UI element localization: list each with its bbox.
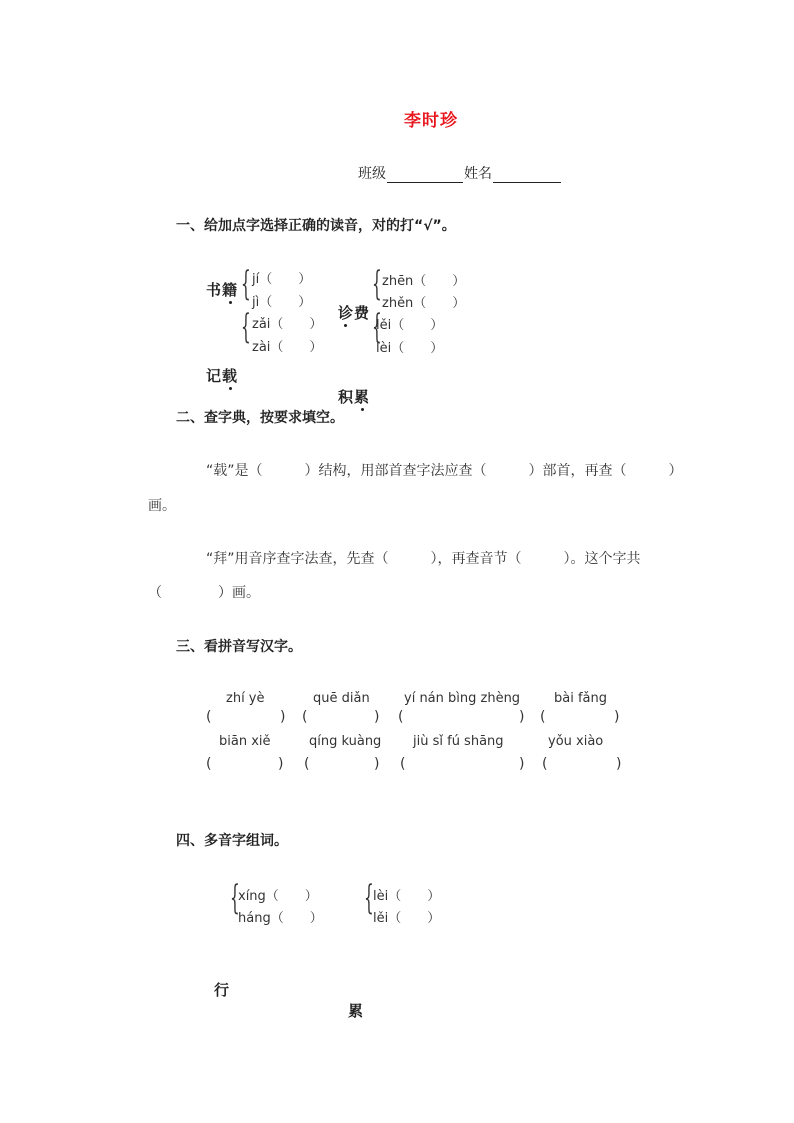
word-zhenfei: 诊费 [338, 302, 370, 323]
section4-heading: 四、多音字组词。 [176, 833, 288, 849]
pinyin: yí nán bìng zhèng [404, 691, 521, 706]
section2-paragraph1-line2: 画。 [148, 498, 176, 514]
answer-box-open: ( [206, 756, 212, 772]
answer-box-close: ) [280, 709, 286, 725]
emphasis-dot [229, 387, 232, 390]
pinyin: biān xiě [219, 734, 271, 749]
option[interactable]: zǎi（ ） [252, 317, 323, 332]
option[interactable]: xíng（ ） [238, 889, 318, 904]
class-label: 班级 [358, 166, 386, 182]
answer-box-close: ) [614, 709, 620, 725]
word-lei: 累 [348, 1002, 365, 1020]
option[interactable]: lěi（ ） [373, 911, 441, 926]
emphasis-dot [344, 324, 347, 327]
section2-paragraph2-line1[interactable]: “拜”用音序查字法查，先查（ ），再查音节（ ）。这个字共 [206, 551, 641, 567]
brace: { [372, 264, 382, 304]
answer-box-open: ( [540, 709, 546, 725]
answer-box-close: ) [374, 756, 380, 772]
answer-box-close: ) [519, 756, 525, 772]
answer-box-open: ( [398, 709, 404, 725]
option[interactable]: zhēn（ ） [382, 274, 466, 289]
section2-paragraph2-line2[interactable]: （ ）画。 [148, 585, 260, 601]
answer-box-open: ( [206, 709, 212, 725]
pinyin: bài fǎng [554, 691, 607, 706]
section3-heading: 三、看拼音写汉字。 [176, 639, 302, 655]
brace: { [364, 878, 374, 918]
option[interactable]: jì（ ） [252, 295, 312, 310]
brace: { [241, 307, 251, 347]
word-jizai: 记载 [206, 365, 238, 386]
answer-box-close: ) [374, 709, 380, 725]
answer-box-open: ( [542, 756, 548, 772]
option[interactable]: lèi（ ） [373, 889, 441, 904]
option[interactable]: háng（ ） [238, 911, 323, 926]
answer-box-open: ( [302, 709, 308, 725]
option[interactable]: zài（ ） [252, 340, 323, 355]
pinyin: jiù sǐ fú shāng [413, 734, 504, 749]
answer-box-close: ) [278, 756, 284, 772]
name-label: 姓名 [464, 166, 492, 182]
pinyin: qíng kuàng [309, 734, 382, 749]
option[interactable]: lèi（ ） [376, 341, 444, 356]
word-jilei: 积累 [338, 386, 370, 407]
answer-box-open: ( [304, 756, 310, 772]
option[interactable]: zhěn（ ） [382, 296, 466, 311]
brace: { [230, 878, 240, 918]
answer-box-close: ) [519, 709, 525, 725]
brace: { [372, 307, 382, 347]
word-shuji: 书籍 [206, 279, 238, 300]
answer-box-open: ( [400, 756, 406, 772]
answer-box-close: ) [616, 756, 622, 772]
section1-heading: 一、给加点字选择正确的读音，对的打“√”。 [176, 218, 456, 234]
brace: { [241, 264, 251, 304]
option[interactable]: jí（ ） [252, 272, 312, 287]
option[interactable]: lěi（ ） [376, 318, 444, 333]
section2-heading: 二、查字典，按要求填空。 [176, 410, 344, 426]
name-blank[interactable] [493, 182, 561, 183]
class-blank[interactable] [387, 182, 463, 183]
emphasis-dot [361, 408, 364, 411]
section2-paragraph1-line1[interactable]: “载”是（ ）结构，用部首查字法应查（ ）部首，再查（ ） [206, 463, 683, 479]
emphasis-dot [229, 301, 232, 304]
pinyin: quē diǎn [313, 691, 370, 706]
page-title: 李时珍 [404, 111, 458, 131]
class-name-line [358, 163, 562, 183]
word-xing: 行 [214, 981, 231, 999]
pinyin: zhí yè [226, 691, 265, 706]
pinyin: yǒu xiào [548, 734, 604, 749]
